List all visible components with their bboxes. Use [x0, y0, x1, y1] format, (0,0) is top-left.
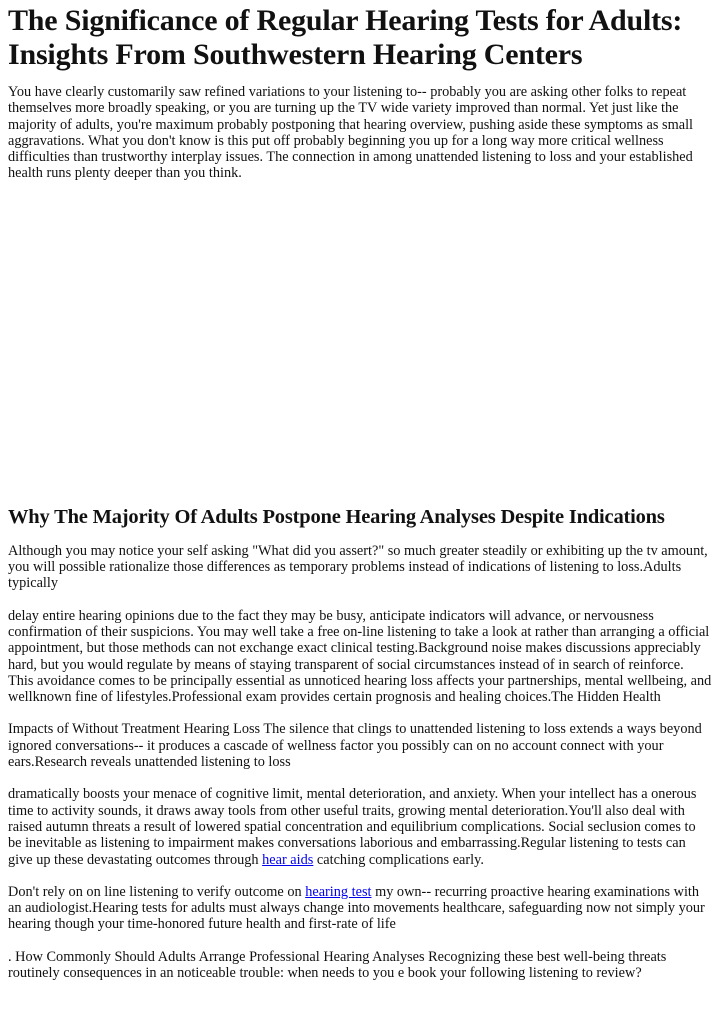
paragraph-6: . How Commonly Should Adults Arrange Professional Hearing Analyses Recognizing these best well-being threats routinely consequences in an noticeable trouble: when needs to you e book your following listening to review?: [8, 948, 667, 982]
paragraph-4-text-a: dramatically boosts your menace of cognitive limit, mental deterioration, and anxiety. When your intellect has a onerous time to activity sounds, it draws away tools from other useful traits, growing mental deterioration.You'll also deal with raised autumn threats a result of lowered spatial concentration and equilibrium complications. Social seclusion comes to be inevitable as listening to impairment makes conversations laborious and embarrassing.Regular listening to tests can give up these devastating outcomes through: [8, 786, 697, 868]
paragraph-5-text-b: my own-- recurring proactive hearing examinations with an audiologist.Hearing tests for adults must always change into movements healthcare, safeguarding now not simply your hearing though your time-honored future health and first-rate of life: [8, 883, 705, 933]
hearing-test-link[interactable]: hearing test: [305, 883, 372, 900]
section-heading: Why The Majority Of Adults Postpone Hearing Analyses Despite Indications: [8, 505, 665, 528]
paragraph-4-text-b: catching complications early.: [313, 851, 484, 868]
article: [0, 4, 720, 981]
intro-paragraph: You have clearly customarily saw refined variations to your listening to-- probably you are asking other folks to repeat themselves more broadly speaking, or you are turning up the TV wide variety improved than normal. Yet just like the majority of adults, you're maximum probably postponing that hearing overview, pushing aside these symptoms as small aggravations. What you don't know is this put off probably beginning you up for a long way more critical wellness difficulties than trustworthy interplay issues. The connection in among unattended listening to loss and your established health runs plenty deeper than you think.: [8, 84, 694, 182]
paragraph-5-text-a: Don't rely on on line listening to verify outcome on: [8, 883, 306, 900]
hear-aids-link[interactable]: hear aids: [262, 851, 314, 868]
paragraph-2: delay entire hearing opinions due to the fact they may be busy, anticipate indicators will advance, or nervousness confirmation of their suspicions. You may well take a free on-line listening to take a look at rather than arranging a official appointment, but those methods can not exchange exact clinical testing.Background noise makes discussions appreciably hard, but you would regulate by means of staying transparent of social circumstances instead of in search of reinforce. This avoidance comes to be principally essential as unnoticed hearing loss affects your partnerships, mental wellbeing, and wellknown fine of lifestyles.Professional exam provides certain prognosis and healing choices.The Hidden Health: [8, 607, 712, 706]
blank-space: [8, 198, 712, 504]
paragraph-3: Impacts of Without Treatment Hearing Loss The silence that clings to unattended listening to loss extends a ways beyond ignored conversations-- it produces a cascade of wellness factor you possibly can on no account connect with your ears.Research reveals unattended listening to loss: [8, 721, 702, 771]
paragraph-4: [8, 786, 712, 867]
paragraph-5: [8, 884, 712, 933]
paragraph-1: Although you may notice your self asking "What did you assert?" so much greater steadily or exhibiting up the tv amount, you will possible rationalize those differences as temporary problems instead of indications of listening to loss.Adults typically: [8, 542, 708, 592]
article-title: The Significance of Regular Hearing Tests for Adults: Insights From Southwestern Hearing Centers: [8, 4, 683, 71]
